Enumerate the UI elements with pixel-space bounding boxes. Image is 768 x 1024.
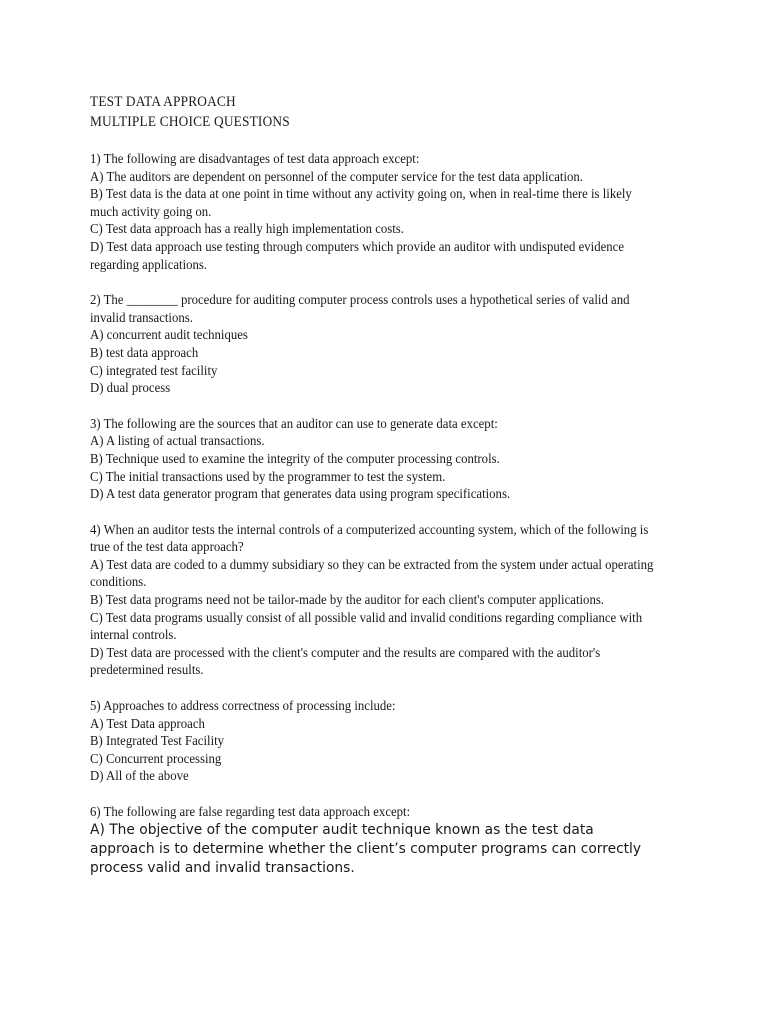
question-text: 6) The following are false regarding test data approach except: bbox=[90, 804, 411, 819]
question-text: 5) Approaches to address correctness of processing include: bbox=[90, 698, 396, 714]
answer-option: D) Test data are processed with the client's computer and the results are compared with the auditor's predetermined results. bbox=[90, 644, 601, 678]
document-subtitle: MULTIPLE CHOICE QUESTIONS bbox=[90, 114, 290, 130]
question-2 bbox=[90, 291, 654, 397]
answer-option: D) All of the above bbox=[90, 768, 189, 784]
answer-option: B) Test data is the data at one point in time without any activity going on, when in real-time there is likely much activity going on. bbox=[90, 186, 632, 219]
question-5 bbox=[90, 697, 654, 785]
answer-option: C) integrated test facility bbox=[90, 362, 218, 378]
question-1 bbox=[90, 150, 654, 273]
document-title: TEST DATA APPROACH bbox=[90, 94, 236, 110]
answer-option: A) A listing of actual transactions. bbox=[90, 433, 265, 449]
answer-option: C) The initial transactions used by the programmer to test the system. bbox=[90, 468, 446, 484]
document-page bbox=[90, 92, 654, 878]
answer-option: B) Technique used to examine the integrity of the computer processing controls. bbox=[90, 450, 500, 466]
question-6 bbox=[90, 803, 654, 878]
answer-option: A) concurrent audit techniques bbox=[90, 327, 248, 343]
answer-option: A) Test data are coded to a dummy subsidiary so they can be extracted from the system under actual operating conditions. bbox=[90, 556, 654, 590]
answer-option: B) test data approach bbox=[90, 344, 199, 360]
answer-option: C) Test data programs usually consist of all possible valid and invalid conditions regarding compliance with internal controls. bbox=[90, 609, 643, 643]
question-3 bbox=[90, 415, 654, 503]
answer-option: D) A test data generator program that generates data using program specifications. bbox=[90, 486, 511, 502]
question-4 bbox=[90, 521, 654, 679]
question-text: 2) The ________ procedure for auditing computer process controls uses a hypothetical series of valid and invalid transactions. bbox=[90, 292, 630, 325]
answer-option: A) Test Data approach bbox=[90, 715, 205, 731]
question-text: 4) When an auditor tests the internal controls of a computerized accounting system, which of the following is true of the test data approach? bbox=[90, 521, 649, 555]
question-text: 1) The following are disadvantages of test data approach except: bbox=[90, 151, 420, 166]
question-text: 3) The following are the sources that an auditor can use to generate data except: bbox=[90, 415, 498, 431]
answer-option: D) dual process bbox=[90, 380, 171, 396]
answer-option: C) Concurrent processing bbox=[90, 750, 222, 766]
answer-option: A) The auditors are dependent on personnel of the computer service for the test data application. bbox=[90, 168, 583, 184]
answer-option: D) Test data approach use testing through computers which provide an auditor with undisputed evidence regarding applications. bbox=[90, 238, 624, 272]
answer-option: A) The objective of the computer audit technique known as the test data approach is to determine whether the client’s computer programs can correctly process valid and invalid transactions. bbox=[90, 821, 642, 876]
answer-option: C) Test data approach has a really high implementation costs. bbox=[90, 221, 404, 237]
answer-option: B) Test data programs need not be tailor-made by the auditor for each client's computer applications. bbox=[90, 592, 605, 608]
answer-option: B) Integrated Test Facility bbox=[90, 733, 225, 749]
